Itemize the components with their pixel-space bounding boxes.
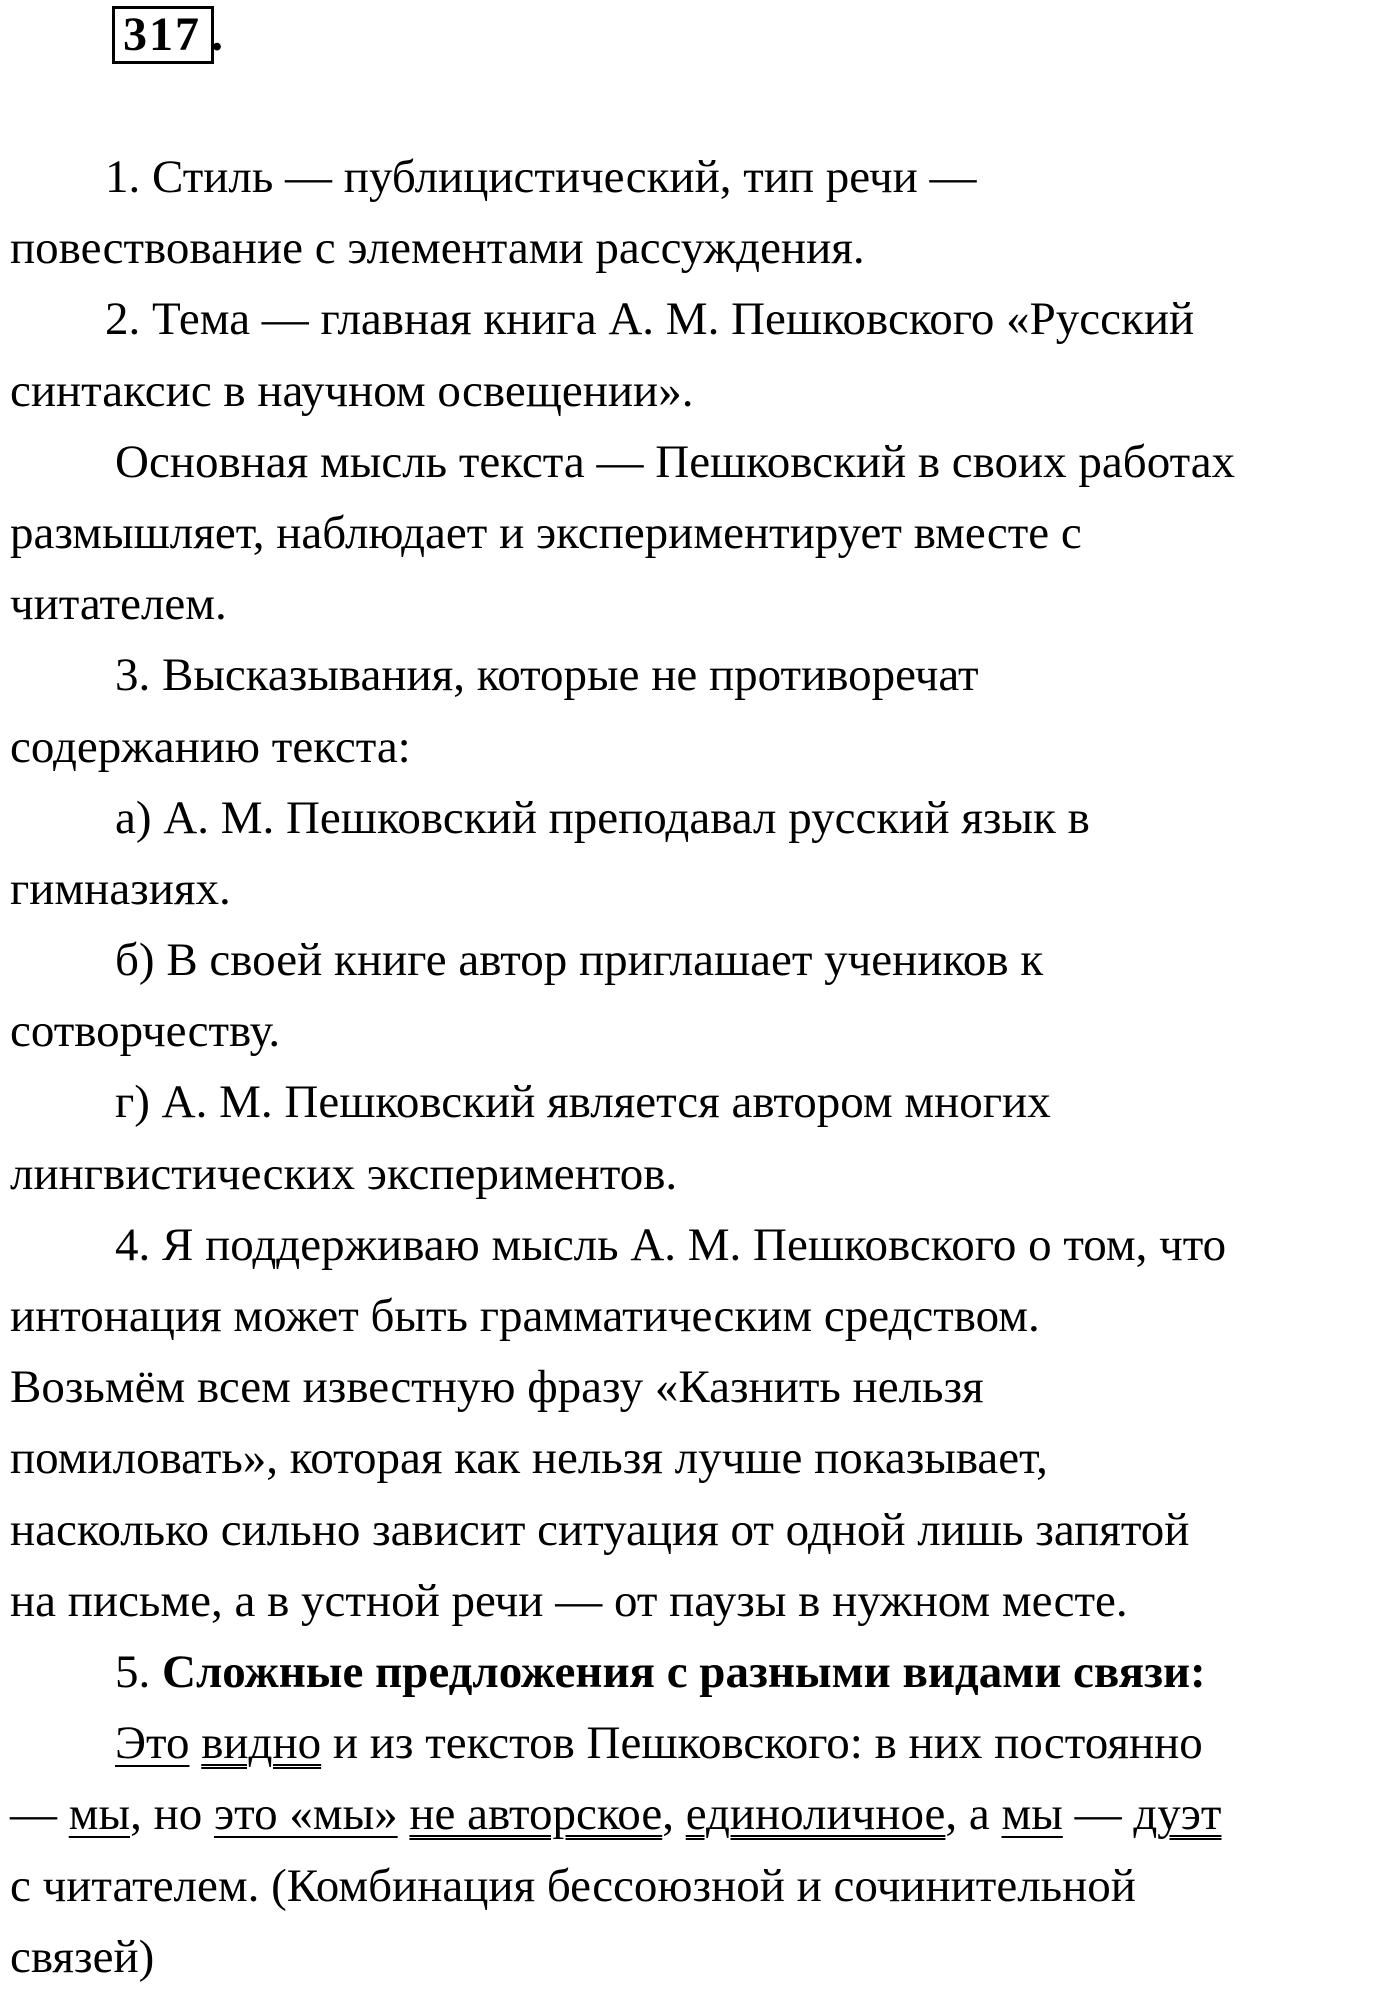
predicate-underline: не авторское xyxy=(409,1788,663,1841)
predicate-underline: видно xyxy=(201,1717,322,1770)
analysis-line xyxy=(10,1708,1400,1779)
text-line: 4. Я поддерживаю мысль А. М. Пешковского о том, что xyxy=(115,1218,1227,1271)
predicate-underline: единоличное xyxy=(685,1788,946,1841)
text-line: 3. Высказывания, которые не противоречат xyxy=(115,649,979,702)
analysis-text: , xyxy=(662,1788,686,1841)
text-line: синтаксис в научном освещении». xyxy=(10,364,694,417)
text-line: 2. Тема — главная книга А. М. Пешковского «Русский xyxy=(105,293,1195,346)
analysis-text: , а xyxy=(945,1788,1002,1841)
task-number-box xyxy=(112,6,225,64)
text-line: связей) xyxy=(10,1930,155,1983)
analysis-text: и из текстов Пешковского: в них постоянно xyxy=(321,1717,1203,1770)
text-line: помиловать», которая как нельзя лучше показывает, xyxy=(10,1432,1048,1485)
subject-underline: это «мы» xyxy=(213,1788,398,1841)
text-line: размышляет, наблюдает и экспериментирует вместе с xyxy=(10,506,1082,559)
text-line: с читателем. (Комбинация бессоюзной и сочинительной xyxy=(10,1859,1136,1912)
subject-underline: мы xyxy=(1001,1788,1063,1841)
text-line: на письме, а в устной речи — от паузы в нужном месте. xyxy=(10,1574,1128,1627)
text-line: повествование с элементами рассуждения. xyxy=(10,222,865,275)
text-line: Возьмём всем известную фразу «Казнить нельзя xyxy=(10,1361,984,1414)
analysis-line xyxy=(10,1779,1400,1850)
text-line: б) В своей книге автор приглашает учеников к xyxy=(115,934,1044,987)
text-line: читателем. xyxy=(10,578,227,631)
text-line: насколько сильно зависит ситуация от одной лишь запятой xyxy=(10,1503,1190,1556)
predicate-underline: дуэт xyxy=(1133,1788,1222,1841)
item5-number: 5. xyxy=(115,1645,162,1698)
item5-line xyxy=(10,1637,1400,1708)
analysis-text: — xyxy=(10,1788,69,1841)
text-line: г) А. М. Пешковский является автором многих xyxy=(115,1076,1051,1129)
analysis-text: , но xyxy=(130,1788,214,1841)
text-line: а) А. М. Пешковский преподавал русский язык в xyxy=(115,791,1090,844)
text-line: интонация может быть грамматическим средством. xyxy=(10,1290,1040,1342)
item5-heading: Сложные предложения с разными видами связи: xyxy=(162,1645,1206,1698)
task-number: 317 xyxy=(123,8,201,61)
task-number-dot: . xyxy=(211,8,225,61)
subject-underline: мы xyxy=(68,1788,131,1841)
text-line: гимназиях. xyxy=(10,862,231,915)
analysis-text: — xyxy=(1062,1788,1134,1841)
text-line: сотворчеству. xyxy=(10,1005,281,1058)
subject-underline: Это xyxy=(115,1717,190,1770)
text-line: лингвистических экспериментов. xyxy=(10,1147,678,1200)
text-line: содержанию текста: xyxy=(10,720,411,773)
answer-text xyxy=(10,142,1400,1993)
text-line: 1. Стиль — публицистический, тип речи — xyxy=(105,151,977,203)
text-line: Основная мысль текста — Пешковский в своих работах xyxy=(115,435,1236,488)
